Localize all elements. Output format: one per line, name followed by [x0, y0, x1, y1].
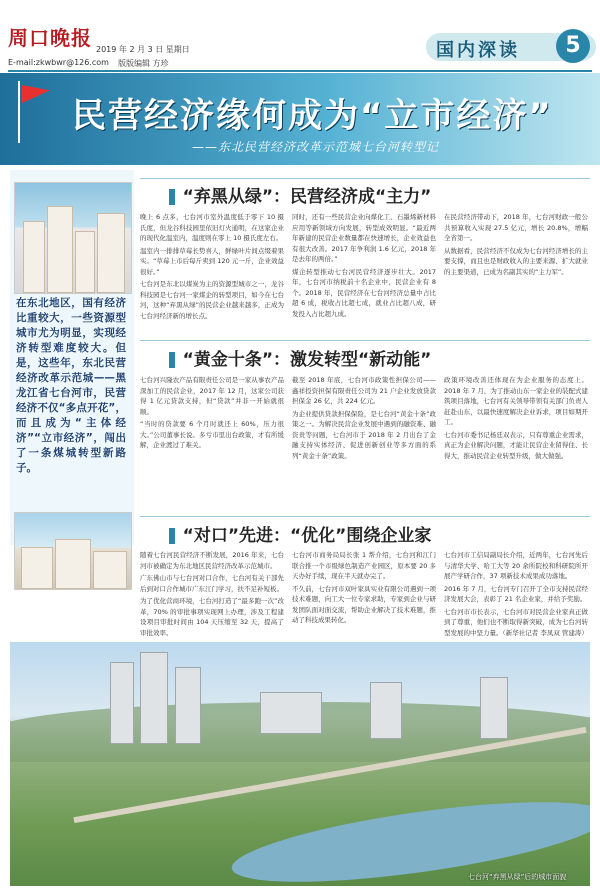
contact-email: E-mail:zkwbwr@126.com [8, 58, 109, 67]
title-bar-icon [169, 189, 175, 205]
building-shape [23, 221, 45, 293]
section-1-body [140, 212, 588, 336]
section-2-title: “黄金十条”：激发转型“新动能” [130, 345, 470, 370]
tower-shape [370, 682, 402, 739]
newspaper-logo: 周口晚报 [8, 26, 92, 50]
section-3-body [140, 550, 588, 638]
building-shape [75, 231, 95, 293]
masthead-rule [8, 70, 592, 72]
tower-shape [140, 652, 168, 744]
sidebar-intro-text: 在东北地区，国有经济比重较大，一些资源型城市尤为明显，实现经济转型难度较大。但是，这些年，东北民营经济改革示范城——黑龙江省七台河市，民营经济不仅“多点开花”，而且成为“主体经济”“立市经济”，闯出了一条煤城转型新路子。 [16, 297, 126, 474]
title-bar-icon [169, 528, 175, 544]
section-divider [140, 178, 590, 179]
section-name: 国内深读 [436, 40, 520, 61]
building-shape [47, 206, 73, 293]
building-shape [21, 547, 53, 589]
section-divider [140, 516, 590, 517]
building-shape [97, 213, 125, 293]
article-column: 在民营经济带动下，2018 年，七台河财政一般公共预算收入实现 27.5 亿元，增长 20.8%，增幅全省第一。 从数据看，民营经济不仅成为七台河经济增长的主要支撑，而且也是财政收入的主要来源、扩大就业的主要渠道，已成为名副其实的“主力军”。 [444, 213, 588, 276]
river-shape [228, 786, 590, 886]
flag-icon [18, 81, 60, 143]
tower-shape [110, 662, 134, 744]
article-column: 七台河兴隆农产品有限责任公司是一家从事农产品深加工的民营企业，2017 年 12 月，这家公司获得 1 亿元贷款支持，但“贷款”并非一开始就很顺。 “当时的贷款要 6 个月时就还上 60%，压力很大。”公司董事长说。多亏市里出台政策，才有所缓解，企业渡过了难关。 [140, 376, 284, 449]
section-2-body [140, 375, 588, 511]
article-column: 截至 2018 年底，七台河市政策性担保公司——鑫祥投资担保有限责任公司为 21 户企业发放贷款担保金 26 亿，共 224 亿元。 为企业提供贷款担保保险，是七台河“黄金十条”政策之一。为解决民营企业发展中遇到的融资难、融资贵等问题，七台河市于 2018 年 2 月出台了金融支持实体经济、促进创新创业等多方面的系列“黄金十条”政策。 [292, 376, 436, 460]
residential-image [14, 512, 132, 590]
city-aerial-photo [10, 642, 590, 886]
title-bar-icon [169, 352, 175, 368]
section-3-title: “对口”先进：“优化”围绕企业家 [130, 521, 470, 546]
section-divider [140, 340, 590, 341]
issue-date: 2019 年 2 月 3 日 星期日 [96, 45, 190, 54]
article-column: 七台河市工信局副局长介绍，近两年，七台河先后与清华大学、哈工大等 20 余所院校和科研院所开展产学研合作，37 项新技术成果成功落地。 2016 年 7 月，七台河专门召开了全市支持民营经济发展大会，表彰了 21 名企业家，并给予奖励。 七台河市市长表示，七台河市对民营企业家真正做到了尊重，他们也不断取得新突破，成为七台河转型发展的中坚力量。（新华社记者 李凤双 管建涛） [444, 551, 588, 637]
tower-shape [260, 692, 322, 734]
tower-shape [175, 667, 201, 744]
photo-caption: 七台河“弃黑从绿”后的城市面貌 [468, 873, 567, 881]
city-skyline-image [14, 182, 132, 294]
article-column: 七台河市商务局局长张 1 帮介绍，七台河和江门联合推一个市级绿色制造产业园区，原本要 20 多天办好手续，现在半天就办完了。 不久前，七台河市双叶家具实业有限公司遇到一项技术难题，向工大一位专家求助，专家到企业与研发团队面对面交流，帮助企业解决了技术难题，推动了科技成果转化。 [292, 551, 436, 624]
page-number: 5 [556, 29, 590, 63]
article-column: 政策环境改善还体现在为企业服务的态度上。2018 年 7 月，为了推动山东一家企业的装配式建筑项目落地，七台河有关领导带领有关部门负责人赶赴山东，以最快速度解决企业诉求，项目如期开工。 七台河市委书记杨廷双表示，只有尊重企业需求，真正为企业解决问题，才能让民营企业留得住、长得大，推动民营企业转型升级，做大做强。 [444, 376, 588, 460]
page-subheadline: ——东北民营经济改革示范城七台河转型记 [192, 140, 440, 154]
building-shape [93, 551, 127, 589]
tower-shape [480, 677, 508, 739]
building-shape [55, 539, 91, 589]
section-1-title: “弃黑从绿”：民营经济成“主力” [130, 182, 470, 207]
article-column: 晚上 6 点多，七台河市室外温度低于零下 10 摄氏度，但龙谷科技园里依旧灯火通明，在这家企业的现代化温室内，温度则在零上 10 摄氏度左右。 温室内一排排草莓长势喜人，鲜绿叶片间点缀着果实。“草莓上市后每斤卖到 120 元一斤，企业效益很好。” 七台河是东北以煤炭为主的资源型城市之一，龙谷科技园是七台河一家煤企的转型项目，如今在七台河，这种“弃黑从绿”的民营企业越来越多，正成为七台河经济新的增长点。 [140, 213, 284, 320]
masthead [0, 0, 600, 72]
page-editor: 版版编辑 方珍 [118, 59, 169, 68]
page-headline: 民营经济缘何成为“立市经济” [72, 96, 553, 136]
article-column: 同时，还有一些民营企业向煤化工、石墨烯新材料应用等新领域方向发展，转型成效明显。“最近两年新建的民营企业数量都在快速增长，企业效益也有很大改善。2017 年争利润 1.6 亿元，2018 年是去年的两倍。” 煤企转型推动七台河民营经济逐步壮大。2017 年，七台河市纳税前十名企业中，民营企业有 8 个。2018 年，民营经济在七台河经济总量中占比超 6 成，税收占比超七成，就业占比超八成，研发投入占比超九成。 [292, 213, 436, 318]
article-column: 随着七台河民营经济不断发展，2016 年来，七台河市被确定为东北地区民营经济改革示范城市。 广东佛山市与七台河对口合作，七台河有关干部先后到对口合作城市广东江门学习，扶不足补短板。 为了优化营商环境，七台河打造了“最多跑一次”改革，70% 的审批事项实现网上办理，涉及工程建设项目审批时间由 104 天压缩至 32 天，提高了审批效率。 [140, 551, 284, 637]
